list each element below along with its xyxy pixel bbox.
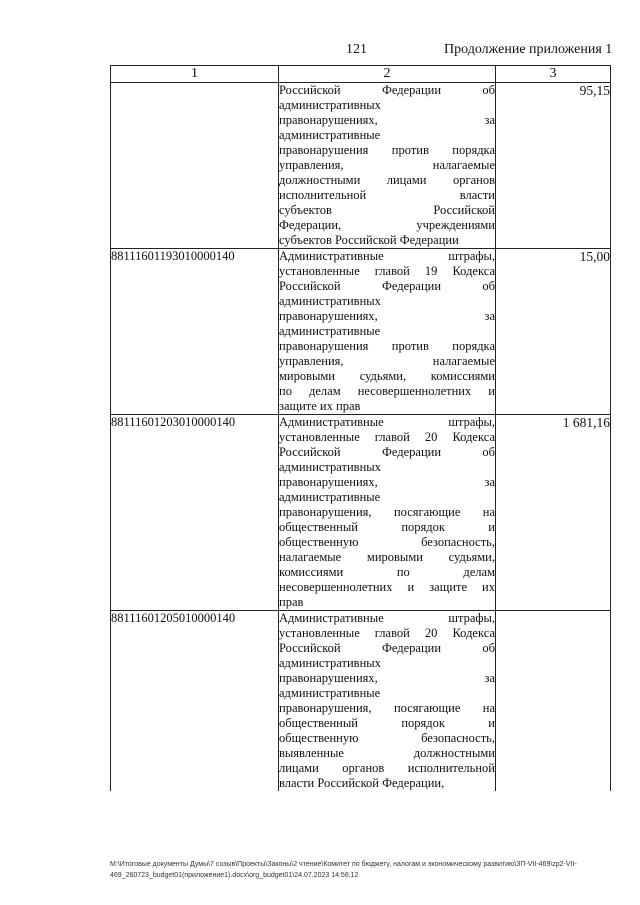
description-line: административных [279,98,381,112]
description-line: Федерации, учреждениями [279,218,495,232]
description-line: установленные главой 19 Кодекса [279,264,495,278]
description-line: административные [279,490,381,504]
description-line: управления, налагаемые [279,354,495,368]
description-line: правонарушения, посягающие на [279,701,495,715]
description-line: правонарушения против порядка [279,143,495,157]
description-line: прав [279,595,304,609]
description-line: управления, налагаемые [279,158,495,172]
description-line: лицами органов исполнительной [279,761,495,775]
description-line: Российской Федерации об [279,279,495,293]
description-line: выявленные должностными [279,746,495,760]
description-line: исполнительной власти [279,188,495,202]
budget-code-cell [111,83,279,249]
description-line: комиссиями по делам [279,565,495,579]
column-1-header: 1 [111,66,279,83]
description-line: несовершеннолетних и защите их [279,580,495,594]
description-line: правонарушения против порядка [279,339,495,353]
page-number: 121 [346,42,367,57]
description-line: установленные главой 20 Кодекса [279,430,495,444]
description-line: по делам несовершеннолетних и [279,384,495,398]
amount-cell: 15,00 [496,249,611,415]
description-line: правонарушения, посягающие на [279,505,495,519]
description-line: административных [279,460,381,474]
revenue-table [110,65,611,791]
description-line: общественный порядок и [279,520,495,534]
description-line: общественную безопасность, [279,731,495,745]
table-row [111,83,611,249]
description-line: правонарушениях, за [279,309,495,323]
description-line: Административные штрафы, [279,415,495,429]
amount-cell: 95,15 [496,83,611,249]
description-cell [279,415,496,611]
description-cell [279,611,496,792]
description-line: Административные штрафы, [279,611,495,625]
description-line: субъектов Российской [279,203,495,217]
budget-code-cell: 88111601193010000140 [111,249,279,415]
description-line: власти Российской Федерации, [279,776,445,790]
amount-cell: 1 681,16 [496,415,611,611]
description-cell [279,83,496,249]
footer-path-line-2: 469_260723_budget01(приложение1).docx\org_budget01\24.07.2023 14:56:12 [110,872,359,879]
description-line: административные [279,686,381,700]
description-line: должностными лицами органов [279,173,495,187]
description-line: общественную безопасность, [279,535,495,549]
footer-path-line-1: М:\Итоговые документы Думы\7 созыв\Проекты\Законы\2 чтение\Комитет по бюджету, налогам и экономическому развитию\ЗП-VII-469\zp2-VII- [110,861,577,868]
description-line: Российской Федерации об [279,641,495,655]
budget-code-cell: 88111601205010000140 [111,611,279,792]
column-number-row [111,66,611,83]
description-line: Российской Федерации об [279,445,495,459]
column-2-header: 2 [279,66,496,83]
table-body [111,83,611,792]
description-line: административные [279,324,381,338]
description-line: налагаемые мировыми судьями, [279,550,495,564]
description-line: защите их прав [279,399,361,413]
table-row [111,249,611,415]
description-line: административных [279,656,381,670]
document-path-footer [110,859,615,881]
description-line: правонарушениях, за [279,113,495,127]
description-line: установленные главой 20 Кодекса [279,626,495,640]
amount-cell [496,611,611,792]
description-line: общественный порядок и [279,716,495,730]
description-line: субъектов Российской Федерации [279,233,459,247]
description-line: Российской Федерации об [279,83,495,97]
table-row [111,415,611,611]
description-line: правонарушениях, за [279,671,495,685]
description-line: административные [279,128,381,142]
description-line: мировыми судьями, комиссиями [279,369,495,383]
description-line: Административные штрафы, [279,249,495,263]
description-line: административных [279,294,381,308]
table-row [111,611,611,792]
description-line: правонарушениях, за [279,475,495,489]
column-3-header: 3 [496,66,611,83]
description-cell [279,249,496,415]
budget-code-cell: 88111601203010000140 [111,415,279,611]
continuation-label: Продолжение приложения 1 [444,42,613,57]
